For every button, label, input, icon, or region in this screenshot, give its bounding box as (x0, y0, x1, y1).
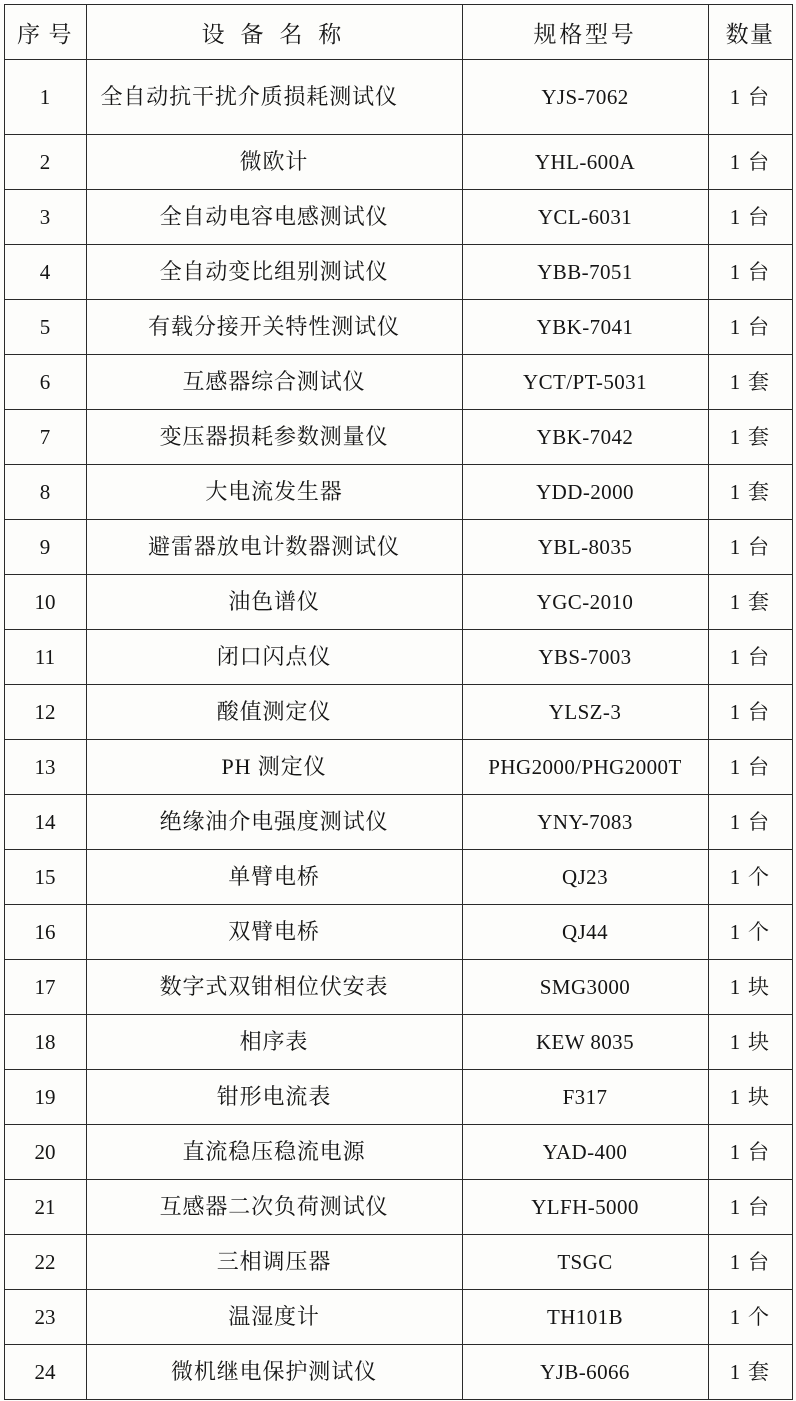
cell-quantity: 1 块 (708, 960, 792, 1015)
cell-index: 11 (4, 630, 86, 685)
cell-equipment-name (86, 575, 462, 630)
cell-index: 24 (4, 1345, 86, 1400)
table-row (4, 1125, 792, 1180)
table-row (4, 465, 792, 520)
equipment-name-text: 钳形电流表 (216, 1084, 332, 1110)
equipment-name-text: 双臂电桥 (228, 919, 320, 945)
cell-equipment-name (86, 1235, 462, 1290)
table-row (4, 1070, 792, 1125)
cell-equipment-name (86, 300, 462, 355)
cell-index: 2 (4, 135, 86, 190)
equipment-name-text: 互感器二次负荷测试仪 (159, 1194, 389, 1220)
cell-quantity: 1 台 (708, 60, 792, 135)
cell-model: YNY-7083 (462, 795, 708, 850)
table-row (4, 575, 792, 630)
cell-equipment-name (86, 630, 462, 685)
table-row (4, 190, 792, 245)
table-body (4, 60, 792, 1400)
cell-model: YBS-7003 (462, 630, 708, 685)
cell-equipment-name (86, 465, 462, 520)
cell-equipment-name (86, 850, 462, 905)
cell-model: YJB-6066 (462, 1345, 708, 1400)
cell-quantity: 1 台 (708, 300, 792, 355)
cell-quantity: 1 台 (708, 740, 792, 795)
table-row (4, 1345, 792, 1400)
table-row (4, 355, 792, 410)
cell-model: YCT/PT-5031 (462, 355, 708, 410)
table-row (4, 1180, 792, 1235)
cell-equipment-name (86, 1015, 462, 1070)
cell-equipment-name (86, 1180, 462, 1235)
cell-index: 7 (4, 410, 86, 465)
cell-quantity: 1 台 (708, 190, 792, 245)
table-row (4, 1015, 792, 1070)
equipment-name-text: 大电流发生器 (205, 479, 343, 505)
table-row (4, 795, 792, 850)
cell-equipment-name (86, 740, 462, 795)
equipment-name-text: 全自动变比组别测试仪 (159, 259, 389, 285)
table-row (4, 850, 792, 905)
cell-quantity: 1 台 (708, 795, 792, 850)
equipment-name-text: 直流稳压稳流电源 (182, 1139, 366, 1165)
equipment-name-text: 酸值测定仪 (216, 699, 332, 725)
cell-equipment-name (86, 1125, 462, 1180)
table-row (4, 410, 792, 465)
cell-model: YLSZ-3 (462, 685, 708, 740)
table-row (4, 1290, 792, 1345)
equipment-name-text: 全自动抗干扰介质损耗测试仪 (100, 84, 398, 110)
cell-model: YHL-600A (462, 135, 708, 190)
cell-quantity: 1 个 (708, 905, 792, 960)
table-row (4, 300, 792, 355)
cell-quantity: 1 台 (708, 630, 792, 685)
equipment-name-text: 三相调压器 (216, 1249, 332, 1275)
cell-equipment-name (86, 795, 462, 850)
column-header-model: 规格型号 (462, 5, 708, 60)
cell-index: 8 (4, 465, 86, 520)
cell-quantity: 1 台 (708, 1235, 792, 1290)
cell-model: TH101B (462, 1290, 708, 1345)
cell-quantity: 1 台 (708, 1180, 792, 1235)
column-header-qty: 数量 (708, 5, 792, 60)
cell-index: 19 (4, 1070, 86, 1125)
cell-model: PHG2000/PHG2000T (462, 740, 708, 795)
cell-equipment-name (86, 960, 462, 1015)
cell-model: SMG3000 (462, 960, 708, 1015)
cell-index: 5 (4, 300, 86, 355)
cell-equipment-name (86, 410, 462, 465)
cell-model: YLFH-5000 (462, 1180, 708, 1235)
cell-equipment-name (86, 355, 462, 410)
table-row (4, 740, 792, 795)
cell-index: 3 (4, 190, 86, 245)
cell-quantity: 1 套 (708, 410, 792, 465)
table-row (4, 685, 792, 740)
cell-quantity: 1 台 (708, 685, 792, 740)
table-row (4, 245, 792, 300)
cell-model: QJ23 (462, 850, 708, 905)
cell-index: 4 (4, 245, 86, 300)
cell-quantity: 1 套 (708, 465, 792, 520)
table-row (4, 905, 792, 960)
cell-equipment-name (86, 190, 462, 245)
equipment-name-text: 微机继电保护测试仪 (171, 1359, 377, 1385)
equipment-name-text: 避雷器放电计数器测试仪 (148, 534, 400, 560)
equipment-name-text: 互感器综合测试仪 (182, 369, 366, 395)
cell-index: 18 (4, 1015, 86, 1070)
cell-quantity: 1 块 (708, 1015, 792, 1070)
cell-index: 10 (4, 575, 86, 630)
cell-index: 14 (4, 795, 86, 850)
table-header (4, 5, 792, 60)
equipment-name-text: 油色谱仪 (228, 589, 320, 615)
cell-quantity: 1 台 (708, 520, 792, 575)
table-row (4, 1235, 792, 1290)
cell-equipment-name (86, 1345, 462, 1400)
cell-equipment-name (86, 245, 462, 300)
cell-index: 9 (4, 520, 86, 575)
cell-quantity: 1 台 (708, 1125, 792, 1180)
equipment-name-text: 微欧计 (239, 149, 309, 175)
equipment-name-text: 相序表 (239, 1029, 309, 1055)
cell-equipment-name (86, 520, 462, 575)
equipment-table (4, 4, 793, 1400)
cell-index: 20 (4, 1125, 86, 1180)
cell-model: KEW 8035 (462, 1015, 708, 1070)
document-page (0, 4, 796, 1401)
cell-model: F317 (462, 1070, 708, 1125)
cell-quantity: 1 台 (708, 135, 792, 190)
column-header-index: 序 号 (4, 5, 86, 60)
cell-model: YBL-8035 (462, 520, 708, 575)
cell-quantity: 1 个 (708, 1290, 792, 1345)
cell-model: YAD-400 (462, 1125, 708, 1180)
cell-index: 23 (4, 1290, 86, 1345)
table-row (4, 520, 792, 575)
table-row (4, 630, 792, 685)
cell-index: 17 (4, 960, 86, 1015)
cell-quantity: 1 块 (708, 1070, 792, 1125)
cell-equipment-name (86, 1070, 462, 1125)
cell-equipment-name (86, 685, 462, 740)
cell-quantity: 1 台 (708, 245, 792, 300)
table-header-row (4, 5, 792, 60)
equipment-name-text: PH 测定仪 (221, 754, 327, 780)
cell-quantity: 1 套 (708, 1345, 792, 1400)
cell-model: YJS-7062 (462, 60, 708, 135)
cell-index: 12 (4, 685, 86, 740)
cell-model: QJ44 (462, 905, 708, 960)
cell-quantity: 1 套 (708, 575, 792, 630)
cell-model: YDD-2000 (462, 465, 708, 520)
equipment-name-text: 闭口闪点仪 (216, 644, 332, 670)
cell-model: YBK-7042 (462, 410, 708, 465)
cell-equipment-name (86, 1290, 462, 1345)
cell-index: 15 (4, 850, 86, 905)
equipment-name-text: 绝缘油介电强度测试仪 (159, 809, 389, 835)
equipment-name-text: 温湿度计 (228, 1304, 320, 1330)
column-header-name: 设 备 名 称 (86, 5, 462, 60)
cell-index: 6 (4, 355, 86, 410)
cell-index: 1 (4, 60, 86, 135)
table-row (4, 135, 792, 190)
cell-equipment-name (86, 135, 462, 190)
equipment-name-text: 单臂电桥 (228, 864, 320, 890)
equipment-name-text: 全自动电容电感测试仪 (159, 204, 389, 230)
table-row (4, 960, 792, 1015)
cell-equipment-name (86, 60, 462, 135)
cell-model: YCL-6031 (462, 190, 708, 245)
equipment-name-text: 变压器损耗参数测量仪 (159, 424, 389, 450)
cell-model: TSGC (462, 1235, 708, 1290)
cell-index: 13 (4, 740, 86, 795)
cell-model: YGC-2010 (462, 575, 708, 630)
cell-quantity: 1 套 (708, 355, 792, 410)
cell-model: YBB-7051 (462, 245, 708, 300)
cell-index: 16 (4, 905, 86, 960)
cell-index: 21 (4, 1180, 86, 1235)
cell-index: 22 (4, 1235, 86, 1290)
cell-model: YBK-7041 (462, 300, 708, 355)
equipment-name-text: 有载分接开关特性测试仪 (148, 314, 400, 340)
table-row (4, 60, 792, 135)
equipment-name-text: 数字式双钳相位伏安表 (159, 974, 389, 1000)
cell-quantity: 1 个 (708, 850, 792, 905)
cell-equipment-name (86, 905, 462, 960)
